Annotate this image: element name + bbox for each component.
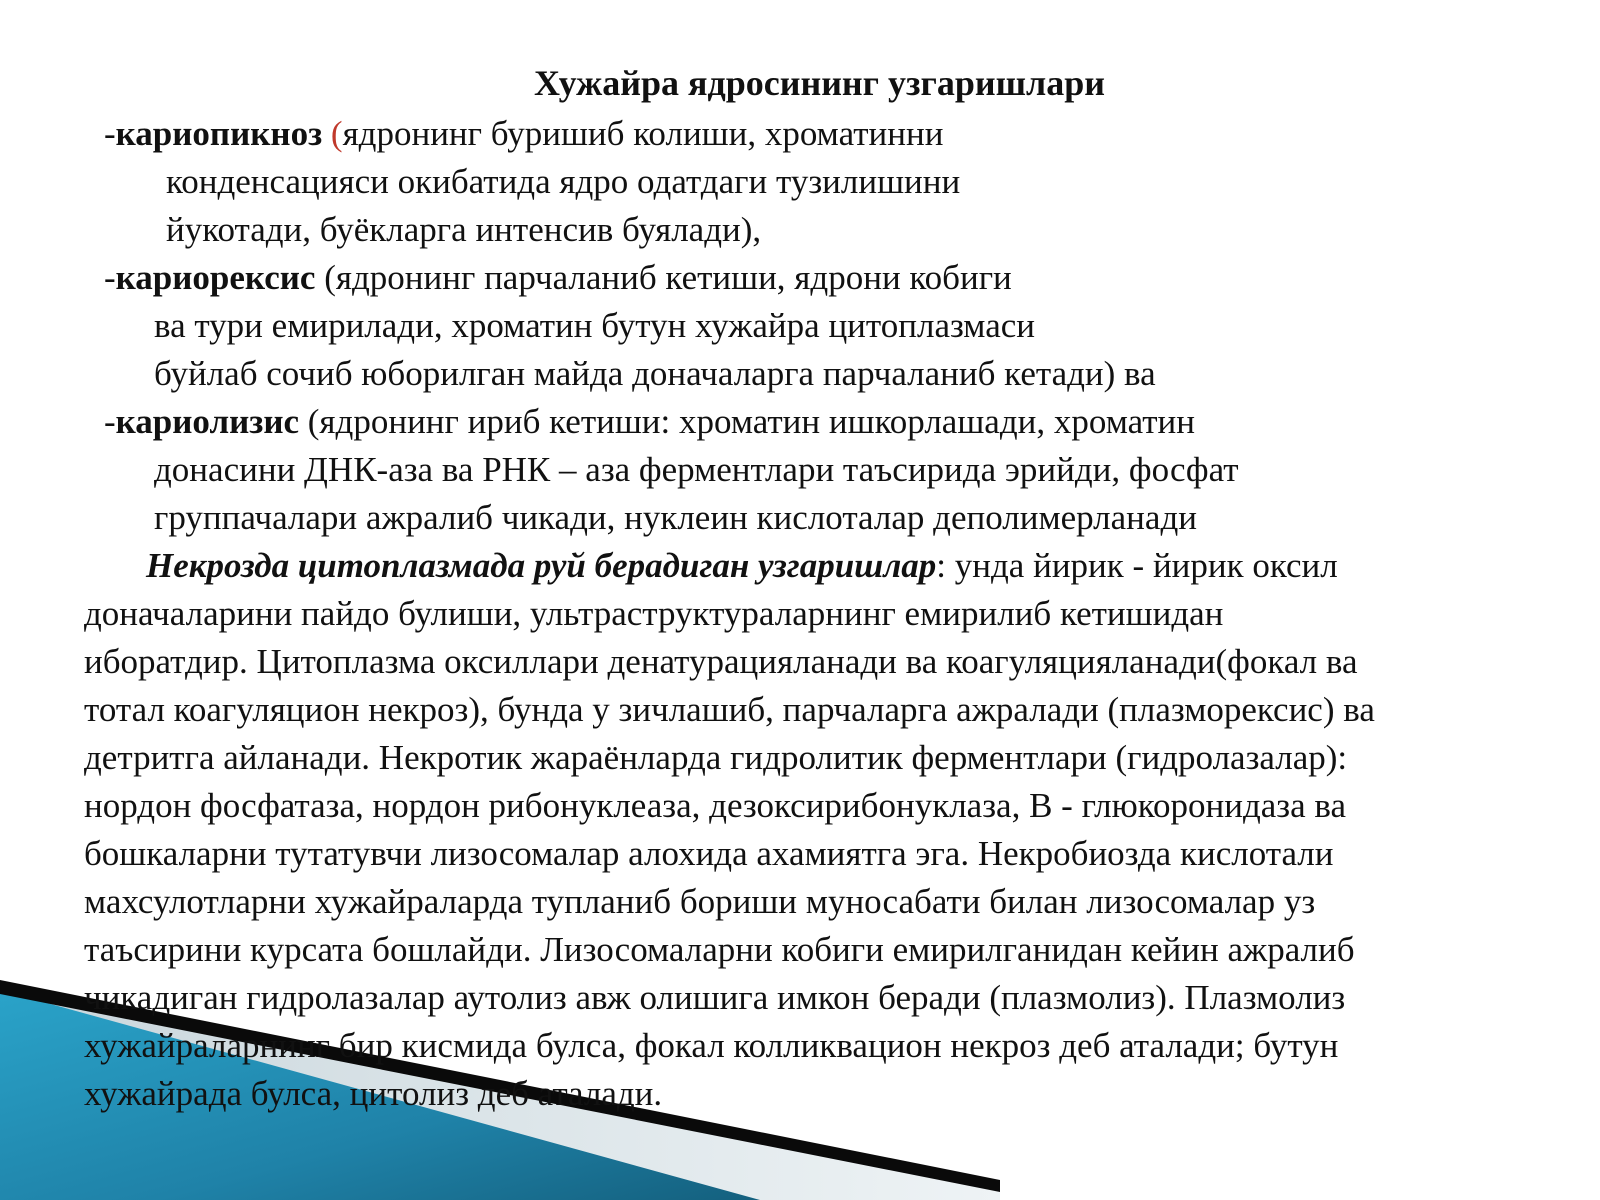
description-line: конденсацияси окибатида ядро одатдаги тузилишини [166, 162, 961, 201]
term-description: ядронинг буришиб колиши, хроматинни [342, 114, 944, 153]
term-line-karyorrhexis [104, 254, 1012, 302]
paragraph-line: иборатдир. Цитоплазма оксиллари денатурацияланади ва коагуляцияланади(фокал ва [84, 642, 1358, 681]
paragraph-line: нордон фосфатаза, нордон рибонуклеаза, дезоксирибонуклаза, В - глюкоронидаза ва [84, 786, 1346, 825]
paragraph-line: детритга айланади. Некротик жараёнларда гидролитик ферментлари (гидролазалар): [84, 738, 1348, 777]
paragraph-line: таъсирини курсата бошлайди. Лизосомаларни кобиги емирилганидан кейин ажралиб [84, 930, 1355, 969]
term-dash: - [104, 402, 116, 441]
paragraph-line: доначаларини пайдо булиши, ультраструктураларнинг емирилиб кетишидан [84, 594, 1224, 633]
paragraph-line: хужайрада булса, цитолиз деб аталади. [84, 1074, 663, 1113]
term-dash: - [104, 258, 116, 297]
description-line: группачалари ажралиб чикади, нуклеин кислоталар деполимерланади [154, 498, 1197, 537]
paragraph-line: хужайраларнинг бир кисмида булса, фокал колликвацион некроз деб аталади; бутун [84, 1026, 1339, 1065]
paragraph-line: бошкаларни тутатувчи лизосомалар алохида ахамиятга эга. Некробиозда кислотали [84, 834, 1334, 873]
paragraph-first-line [146, 542, 1338, 590]
paragraph-line: чикадиган гидролазалар аутолиз авж олишига имкон беради (плазмолиз). Плазмолиз [84, 978, 1346, 1017]
term-dash: - [104, 114, 116, 153]
description-line: ва тури емирилади, хроматин бутун хужайра цитоплазмаси [154, 306, 1036, 345]
paragraph-line: махсулотларни хужайраларда тупланиб бориши муносабати билан лизосомалар уз [84, 882, 1316, 921]
term-line-karyolysis [104, 398, 1195, 446]
term-line-karyopyknosis [104, 110, 943, 158]
slide-title: Хужайра ядросининг узгаришлари [534, 63, 1105, 103]
term-karyorrhexis: кариорексис [115, 258, 316, 297]
description-line: йукотади, буёкларга интенсив буялади), [166, 210, 762, 249]
paragraph-line: тотал коагуляцион некроз), бунда у зичлашиб, парчаларга ажралади (плазморексис) ва [84, 690, 1375, 729]
open-paren-accent: ( [330, 114, 343, 153]
description-line: буйлаб сочиб юборилган майда доначаларга парчаланиб кетади) ва [154, 354, 1156, 393]
paragraph-text: : унда йирик - йирик оксил [936, 546, 1338, 585]
term-karyopyknosis: кариопикноз [115, 114, 323, 153]
term-description: (ядронинг ириб кетиши: хроматин ишкорлашади, хроматин [299, 402, 1195, 441]
term-description: (ядронинг парчаланиб кетиши, ядрони кобиги [315, 258, 1012, 297]
description-line: донасини ДНК-аза ва РНК – аза ферментлари таъсирида эрийди, фосфат [154, 450, 1239, 489]
paragraph-heading: Некрозда цитоплазмада руй берадиган узгаришлар [146, 546, 937, 585]
term-karyolysis: кариолизис [115, 402, 300, 441]
